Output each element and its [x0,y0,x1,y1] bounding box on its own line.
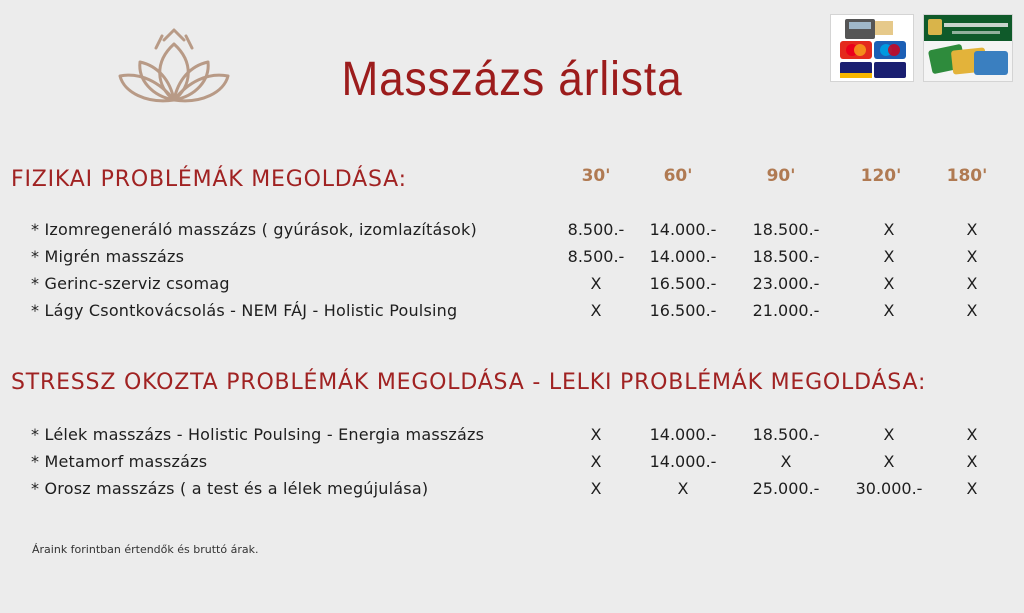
duration-header-30: 30' [581,166,611,186]
price-90: 18.500.- [752,425,820,444]
price-60: 14.000.- [649,220,717,239]
section-heading-physical: FIZIKAI PROBLÉMÁK MEGOLDÁSA: [11,167,407,192]
price-120: X [883,247,895,266]
price-90: X [780,452,792,471]
service-name: * Migrén masszázs [31,247,185,266]
price-180: X [966,301,978,320]
price-60: 16.500.- [649,301,717,320]
price-90: 25.000.- [752,479,820,498]
price-60: 16.500.- [649,274,717,293]
price-row [0,247,1024,273]
service-name: * Lélek masszázs - Holistic Poulsing - Energia masszázs [31,425,485,444]
price-120: X [883,452,895,471]
price-30: X [590,425,602,444]
price-180: X [966,274,978,293]
szep-card-icon [923,14,1013,82]
price-60: 14.000.- [649,452,717,471]
price-90: 23.000.- [752,274,820,293]
price-row [0,274,1024,300]
service-name: * Metamorf masszázs [31,452,208,471]
price-30: 8.500.- [567,220,625,239]
price-180: X [966,452,978,471]
service-name: * Izomregeneráló masszázs ( gyúrások, izomlazítások) [31,220,477,239]
price-30: X [590,452,602,471]
price-180: X [966,425,978,444]
price-180: X [966,479,978,498]
price-30: X [590,301,602,320]
service-name: * Gerinc-szerviz csomag [31,274,230,293]
duration-header-90: 90' [766,166,796,186]
price-90: 18.500.- [752,220,820,239]
price-120: X [883,274,895,293]
price-30: 8.500.- [567,247,625,266]
page-title: Masszázs árlista [341,53,683,106]
price-note: Áraink forintban értendők és bruttó árak. [32,543,259,556]
price-120: X [883,220,895,239]
price-90: 18.500.- [752,247,820,266]
price-row [0,452,1024,478]
price-30: X [590,479,602,498]
price-180: X [966,220,978,239]
price-30: X [590,274,602,293]
duration-header-120: 120' [860,166,902,186]
price-row [0,220,1024,246]
duration-header-60: 60' [663,166,693,186]
service-name: * Lágy Csontkovácsolás - NEM FÁJ - Holistic Poulsing [31,301,458,320]
price-180: X [966,247,978,266]
section-heading-stress: STRESSZ OKOZTA PROBLÉMÁK MEGOLDÁSA - LELKI PROBLÉMÁK MEGOLDÁSA: [11,370,927,395]
service-name: * Orosz masszázs ( a test és a lélek megújulása) [31,479,429,498]
price-120: X [883,425,895,444]
price-60: 14.000.- [649,247,717,266]
price-row [0,425,1024,451]
price-row [0,479,1024,505]
price-120: 30.000.- [855,479,923,498]
price-60: 14.000.- [649,425,717,444]
price-row [0,301,1024,327]
price-60: X [677,479,689,498]
duration-header-180: 180' [946,166,988,186]
price-90: 21.000.- [752,301,820,320]
card-terminal-icon [830,14,914,82]
price-120: X [883,301,895,320]
